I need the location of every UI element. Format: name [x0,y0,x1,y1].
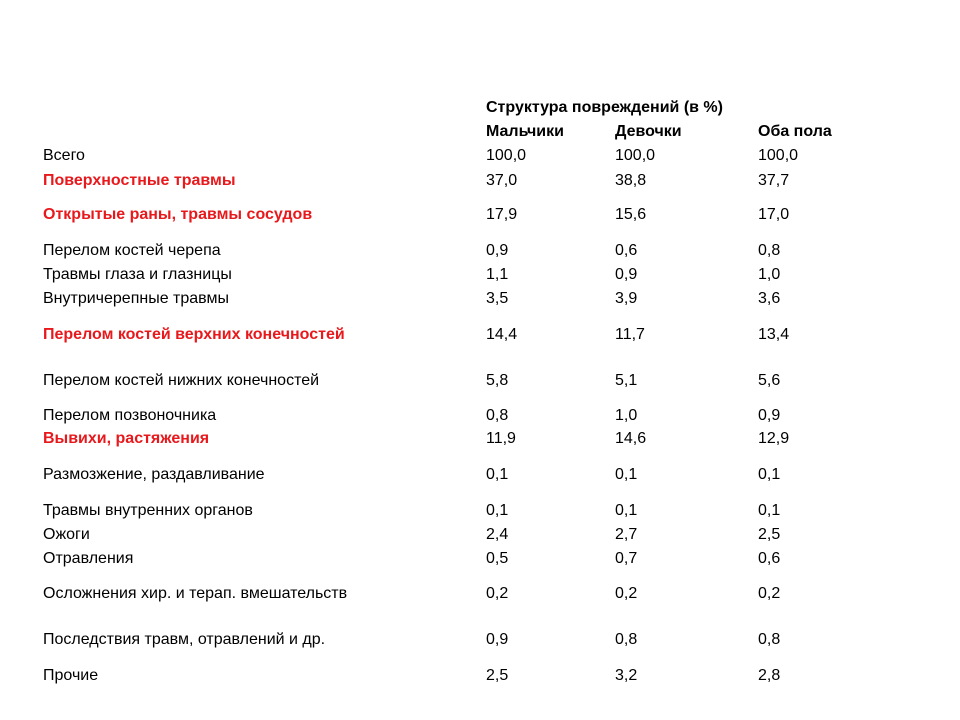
row-label: Внутричерепные травмы [43,290,229,307]
cell-girls: 11,7 [615,326,645,343]
cell-girls: 38,8 [615,172,647,189]
cell-boys: 1,1 [486,266,509,283]
cell-boys: 17,9 [486,206,518,223]
column-header-girls: Девочки [615,123,682,140]
row-label: Последствия травм, отравлений и др. [43,631,326,648]
row-label: Всего [43,147,85,164]
cell-both: 37,7 [758,172,790,189]
cell-girls: 3,9 [615,290,638,307]
cell-both: 2,8 [758,667,781,684]
cell-girls: 3,2 [615,667,638,684]
cell-boys: 3,5 [486,290,509,307]
row-label: Ожоги [43,526,90,543]
cell-boys: 0,9 [486,631,509,648]
cell-boys: 0,1 [486,466,509,483]
cell-boys: 5,8 [486,372,509,389]
cell-girls: 1,0 [615,407,638,424]
cell-girls: 14,6 [615,430,647,447]
row-label: Перелом костей нижних конечностей [43,372,320,389]
cell-both: 0,6 [758,550,781,567]
cell-both: 0,8 [758,242,781,259]
cell-girls: 0,8 [615,631,638,648]
row-label-highlight: Вывихи, растяжения [43,430,210,447]
row-label: Травмы глаза и глазницы [43,266,232,283]
row-label: Перелом костей черепа [43,242,221,259]
row-label-highlight: Открытые раны, травмы сосудов [43,206,313,223]
cell-girls: 0,6 [615,242,638,259]
cell-girls: 0,1 [615,466,638,483]
row-label-highlight: Перелом костей верхних конечностей [43,326,345,343]
row-label: Отравления [43,550,134,567]
cell-both: 3,6 [758,290,781,307]
row-label: Размозжение, раздавливание [43,466,265,483]
cell-boys: 100,0 [486,147,527,164]
row-label: Перелом позвоночника [43,407,217,424]
cell-girls: 0,2 [615,585,638,602]
cell-both: 17,0 [758,206,790,223]
cell-both: 2,5 [758,526,781,543]
column-header-boys: Мальчики [486,123,564,140]
cell-boys: 11,9 [486,430,516,447]
cell-both: 100,0 [758,147,799,164]
cell-both: 13,4 [758,326,790,343]
cell-boys: 0,1 [486,502,509,519]
cell-boys: 0,8 [486,407,509,424]
table-title: Структура повреждений (в %) [486,99,723,116]
row-label: Прочие [43,667,99,684]
row-label: Осложнения хир. и терап. вмешательств [43,585,348,602]
cell-both: 0,1 [758,502,781,519]
cell-both: 1,0 [758,266,781,283]
cell-girls: 2,7 [615,526,638,543]
cell-girls: 0,9 [615,266,638,283]
cell-boys: 0,2 [486,585,509,602]
cell-both: 0,9 [758,407,781,424]
cell-both: 12,9 [758,430,790,447]
column-header-both: Оба пола [758,123,832,140]
cell-boys: 14,4 [486,326,518,343]
cell-boys: 0,5 [486,550,509,567]
cell-boys: 37,0 [486,172,518,189]
cell-both: 0,1 [758,466,781,483]
cell-both: 5,6 [758,372,781,389]
cell-girls: 0,1 [615,502,638,519]
row-label: Травмы внутренних органов [43,502,253,519]
cell-girls: 15,6 [615,206,647,223]
cell-both: 0,8 [758,631,781,648]
cell-boys: 0,9 [486,242,509,259]
cell-girls: 100,0 [615,147,656,164]
cell-boys: 2,4 [486,526,509,543]
cell-girls: 5,1 [615,372,638,389]
cell-boys: 2,5 [486,667,509,684]
cell-both: 0,2 [758,585,781,602]
row-label-highlight: Поверхностные травмы [43,172,236,189]
cell-girls: 0,7 [615,550,638,567]
